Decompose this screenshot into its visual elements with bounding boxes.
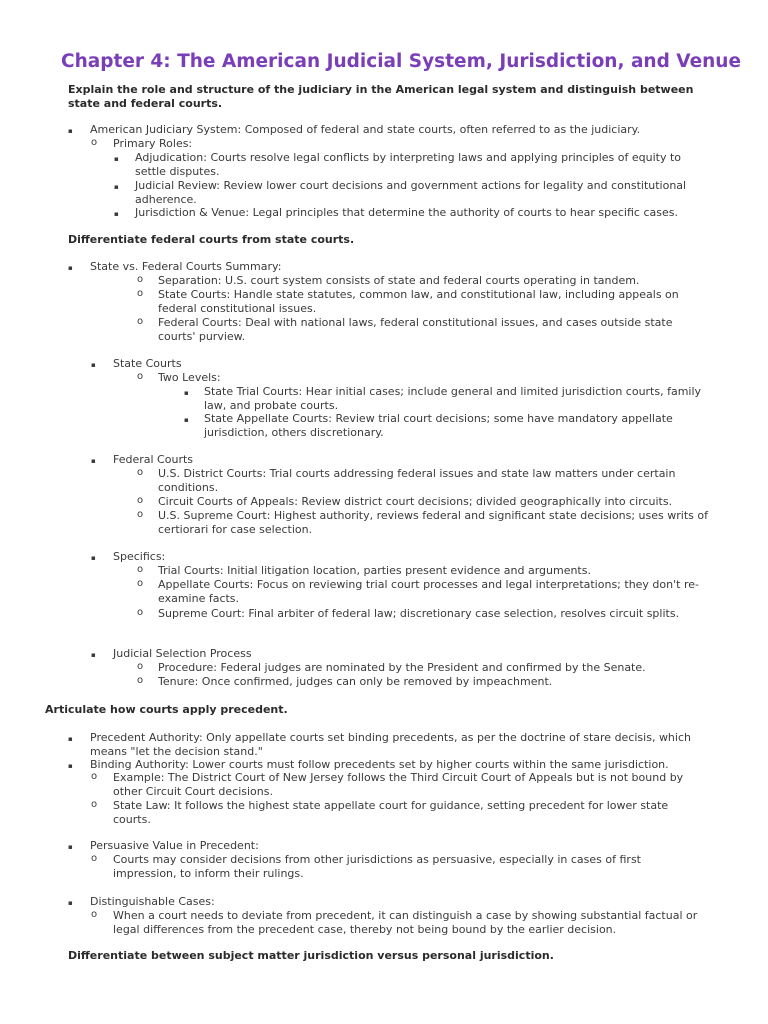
list-item-text: Separation: U.S. court system consists of state and federal courts operating in tandem. <box>158 274 640 287</box>
circle-bullet-icon: o <box>137 371 144 382</box>
list-item-text: U.S. Supreme Court: Highest authority, reviews federal and significant state decisions; uses writs of certiorari for case selection. <box>158 509 708 536</box>
list-item-text: Jurisdiction & Venue: Legal principles that determine the authority of courts to hear specific cases. <box>135 206 678 219</box>
list-item-text: U.S. District Courts: Trial courts addressing federal issues and state law matters under certain conditions. <box>158 467 676 494</box>
list-item-text: Procedure: Federal judges are nominated by the President and confirmed by the Senate. <box>158 661 646 674</box>
list-item-text: Precedent Authority: Only appellate courts set binding precedents, as per the doctrine of stare decisis, which means "let the decision stand." <box>90 731 691 758</box>
square-bullet-icon: ▪ <box>68 735 73 743</box>
square-bullet-icon: ▪ <box>91 361 96 369</box>
list-item-text: Example: The District Court of New Jersey follows the Third Circuit Court of Appeals but is not bound by other Circuit Court decisions. <box>113 771 684 798</box>
list-item-text: Judicial Review: Review lower court decisions and government actions for legality and constitutional adherence. <box>135 179 687 206</box>
circle-bullet-icon: o <box>137 495 144 506</box>
objective-heading-2: Differentiate federal courts from state courts. <box>68 233 355 246</box>
list-item-text: State Law: It follows the highest state appellate court for guidance, setting precedent for lower state courts. <box>113 799 669 826</box>
list-item-text: Binding Authority: Lower courts must follow precedents set by higher courts within the same jurisdiction. <box>90 758 669 771</box>
list-item-text: State Courts <box>113 357 182 370</box>
square-bullet-icon: ▪ <box>91 554 96 562</box>
list-item-text: State Trial Courts: Hear initial cases; include general and limited jurisdiction courts, family law, and probate courts. <box>204 385 702 412</box>
objective-heading-4: Differentiate between subject matter jurisdiction versus personal jurisdiction. <box>68 949 554 962</box>
square-bullet-icon: ▪ <box>68 762 73 770</box>
circle-bullet-icon: o <box>91 771 98 782</box>
circle-bullet-icon: o <box>91 799 98 810</box>
list-item-text: Primary Roles: <box>113 137 193 150</box>
circle-bullet-icon: o <box>137 316 144 327</box>
list-item-text: State Appellate Courts: Review trial court decisions; some have mandatory appellate jurisdiction, others discretionary. <box>204 412 673 439</box>
circle-bullet-icon: o <box>137 467 144 478</box>
list-item-text: Two Levels: <box>158 371 221 384</box>
circle-bullet-icon: o <box>91 853 98 864</box>
list-item-text: Courts may consider decisions from other jurisdictions as persuasive, especially in cases of first impression, to inform their rulings. <box>113 853 641 880</box>
circle-bullet-icon: o <box>137 288 144 299</box>
list-item-text: Trial Courts: Initial litigation location, parties present evidence and arguments. <box>158 564 591 577</box>
list-item-text: State vs. Federal Courts Summary: <box>90 260 282 273</box>
list-item-text: Judicial Selection Process <box>113 647 252 660</box>
list-item-text: Adjudication: Courts resolve legal conflicts by interpreting laws and applying principles of equity to settle disputes. <box>135 151 682 178</box>
list-item-text: Circuit Courts of Appeals: Review district court decisions; divided geographically into circuits. <box>158 495 673 508</box>
circle-bullet-icon: o <box>137 564 144 575</box>
circle-bullet-icon: o <box>137 675 144 686</box>
list-item-text: American Judiciary System: Composed of federal and state courts, often referred to as the judiciary. <box>90 123 641 136</box>
square-bullet-icon: ▪ <box>114 210 119 218</box>
square-bullet-icon: ▪ <box>91 651 96 659</box>
circle-bullet-icon: o <box>137 274 144 285</box>
objective-heading-1: Explain the role and structure of the judiciary in the American legal system and distinguish between state and federal courts. <box>68 83 694 110</box>
circle-bullet-icon: o <box>91 909 98 920</box>
circle-bullet-icon: o <box>137 509 144 520</box>
circle-bullet-icon: o <box>91 137 98 148</box>
list-item-text: Supreme Court: Final arbiter of federal law; discretionary case selection, resolves circuit splits. <box>158 607 680 620</box>
list-item-text: When a court needs to deviate from precedent, it can distinguish a case by showing substantial factual or legal differences from the precedent case, thereby not being bound by the earlier decision. <box>113 909 698 936</box>
square-bullet-icon: ▪ <box>184 389 189 397</box>
page-title: Chapter 4: The American Judicial System, Jurisdiction, and Venue <box>61 51 742 72</box>
square-bullet-icon: ▪ <box>91 457 96 465</box>
list-item-text: Tenure: Once confirmed, judges can only be removed by impeachment. <box>158 675 553 688</box>
square-bullet-icon: ▪ <box>68 127 73 135</box>
circle-bullet-icon: o <box>137 661 144 672</box>
list-item-text: Federal Courts <box>113 453 194 466</box>
circle-bullet-icon: o <box>137 607 144 618</box>
square-bullet-icon: ▪ <box>68 899 73 907</box>
list-item-text: Specifics: <box>113 550 166 563</box>
square-bullet-icon: ▪ <box>184 416 189 424</box>
circle-bullet-icon: o <box>137 578 144 589</box>
list-item-text: State Courts: Handle state statutes, common law, and constitutional law, including appeals on federal constitutional issues. <box>158 288 679 315</box>
square-bullet-icon: ▪ <box>114 155 119 163</box>
square-bullet-icon: ▪ <box>68 843 73 851</box>
objective-heading-3: Articulate how courts apply precedent. <box>45 703 288 716</box>
square-bullet-icon: ▪ <box>68 264 73 272</box>
list-item-text: Distinguishable Cases: <box>90 895 215 908</box>
list-item-text: Appellate Courts: Focus on reviewing trial court processes and legal interpretations; they don't re-examine facts. <box>158 578 699 605</box>
list-item-text: Federal Courts: Deal with national laws, federal constitutional issues, and cases outside state courts' purview. <box>158 316 673 343</box>
list-item-text: Persuasive Value in Precedent: <box>90 839 259 852</box>
square-bullet-icon: ▪ <box>114 183 119 191</box>
